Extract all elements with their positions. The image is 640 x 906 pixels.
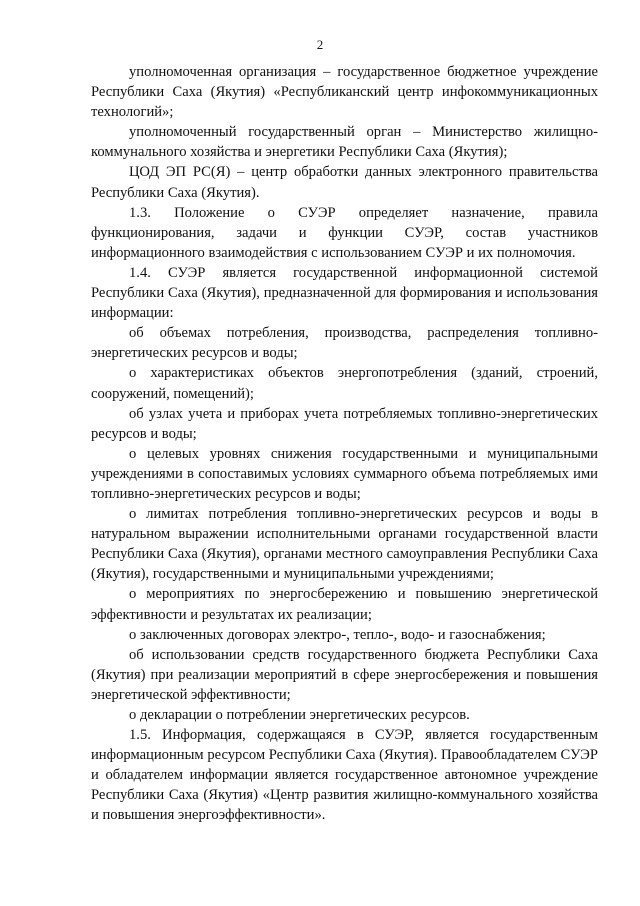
list-item-consumption-limits: о лимитах потребления топливно-энергетических ресурсов и воды в натуральном выражении исполнительными органами государственной власти Республики Саха (Якутия), органами местного самоуправления Республики Саха (Якутия), государственными и муниципальными учреждениями; [91, 506, 598, 583]
paragraph-authorized-state-body: уполномоченный государственный орган – Министерство жилищно-коммунального хозяйства и энергетики Республики Саха (Якутия); [91, 124, 598, 161]
page-number: 2 [316, 37, 324, 52]
list-item-metering-units: об узлах учета и приборах учета потребляемых топливно-энергетических ресурсов и воды; [91, 405, 598, 442]
list-item-supply-contracts: о заключенных договорах электро-, тепло-, водо- и газоснабжения; [129, 626, 546, 643]
list-item-object-characteristics: о характеристиках объектов энергопотребления (зданий, строений, сооружений, помещений); [91, 365, 598, 402]
list-item-target-levels: о целевых уровнях снижения государственными и муниципальными учреждениями в сопоставимых условиях суммарного объема потребляемых ими топливно-энергетических ресурсов и воды; [91, 445, 598, 502]
list-item-consumption-declaration: о декларации о потреблении энергетических ресурсов. [129, 707, 470, 723]
list-item-consumption-volumes: об объемах потребления, производства, распределения топливно-энергетических ресурсов и воды; [91, 325, 598, 362]
paragraph-authorized-organization: уполномоченная организация – государственное бюджетное учреждение Республики Саха (Якутия) «Республиканский центр инфокоммуникационных технологий»; [91, 64, 598, 121]
paragraph-section-1-5: 1.5. Информация, содержащаяся в СУЭР, является государственным информационным ресурсом Республики Саха (Якутия). Правообладателем СУЭР и обладателем информации является государственное автономное учреждение Республики Саха (Якутия) «Центр развития жилищно-коммунального хозяйства и повышения энергоэффективности». [91, 727, 598, 824]
list-item-energy-saving-measures: о мероприятиях по энергосбережению и повышению энергетической эффективности и результатах их реализации; [91, 586, 598, 623]
paragraph-section-1-3: 1.3. Положение о СУЭР определяет назначение, правила функционирования, задачи и функции СУЭР, состав участников информационного взаимодействия с использованием СУЭР и их полномочия. [91, 204, 598, 261]
paragraph-section-1-4: 1.4. СУЭР является государственной информационной системой Республики Саха (Якутия), предназначенной для формирования и использования информации: [91, 264, 598, 322]
list-item-budget-usage: об использовании средств государственного бюджета Республики Саха (Якутия) при реализации мероприятий в сфере энергосбережения и повышения энергетической эффективности; [91, 646, 598, 703]
document-body [91, 62, 598, 826]
paragraph-data-center: ЦОД ЭП РС(Я) – центр обработки данных электронного правительства Республики Саха (Якутия). [91, 164, 598, 201]
